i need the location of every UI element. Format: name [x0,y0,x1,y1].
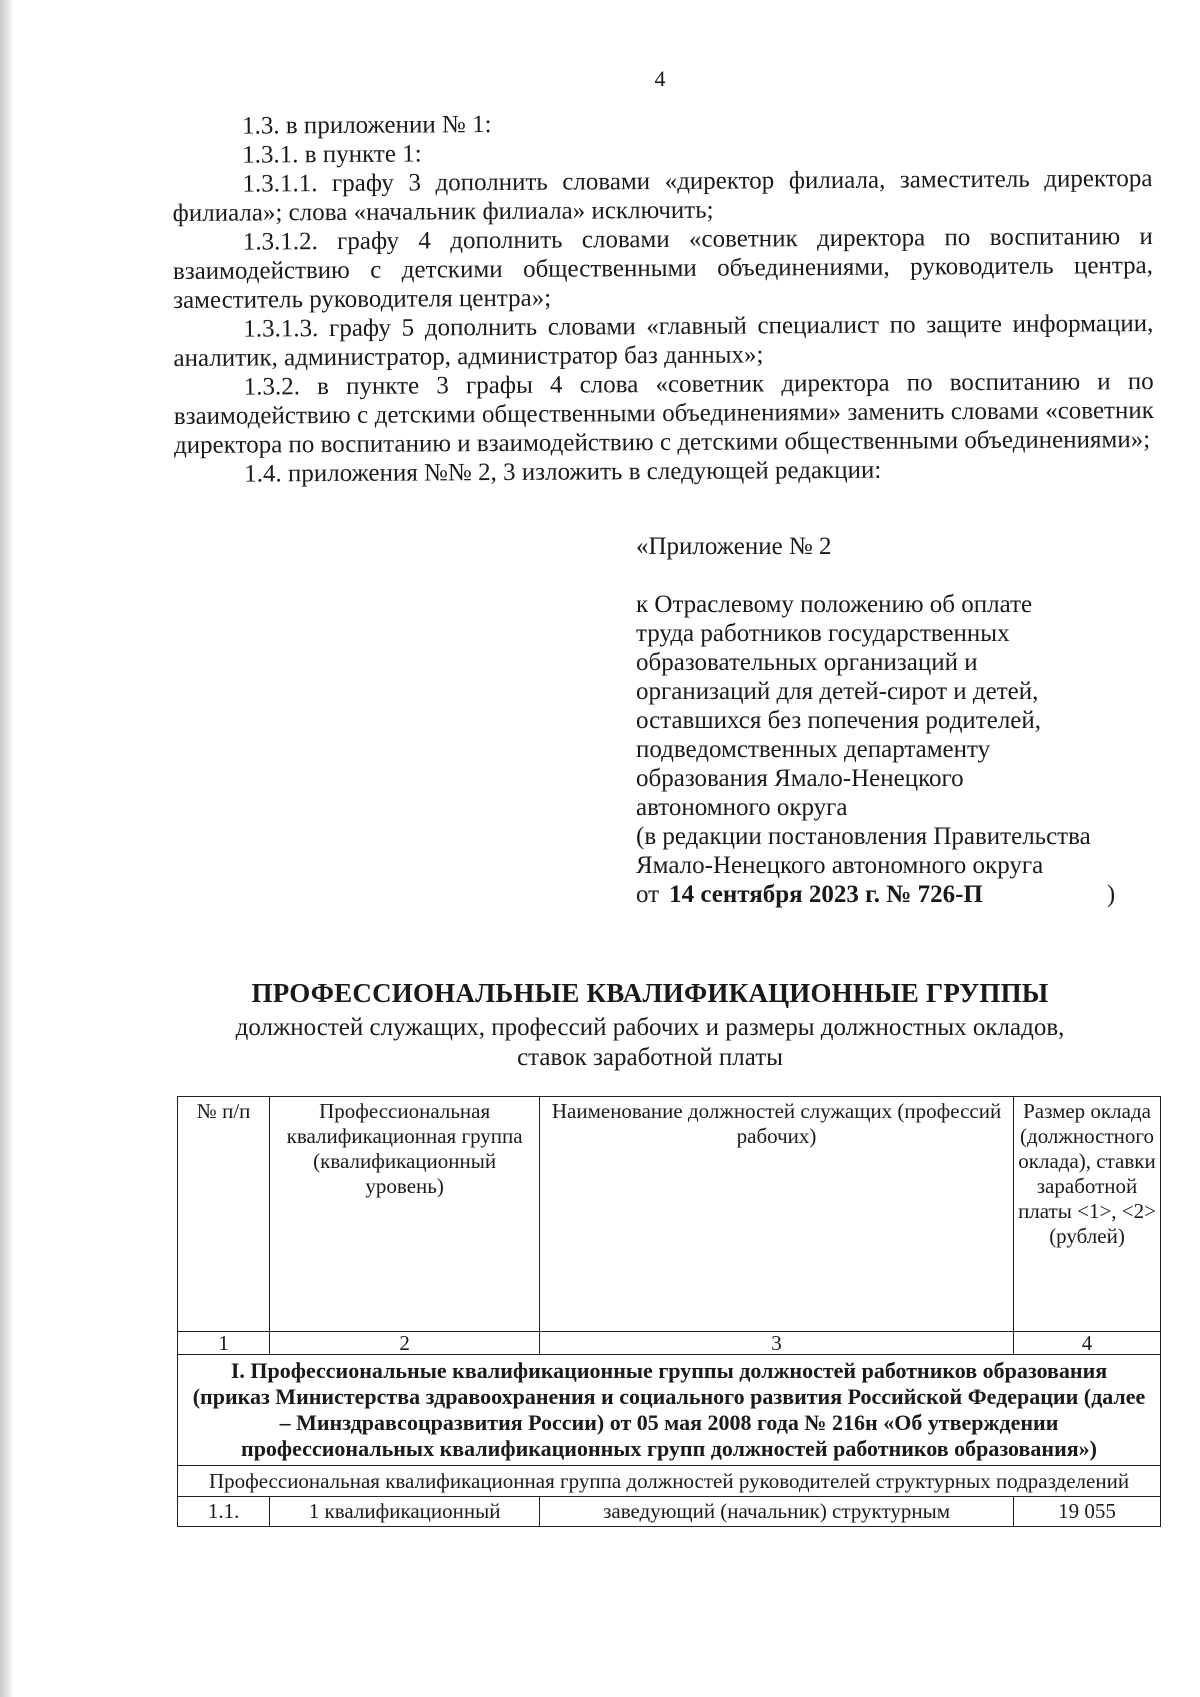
appendix-line: образования Ямало-Ненецкого [636,765,964,792]
appendix-header [636,532,1176,909]
appendix-line: Ямало-Ненецкого автономного округа [636,852,1044,879]
row-level: 1 квалификационный [270,1497,540,1527]
subgroup-title: Профессиональная квалификационная группа должностей руководителей структурных подразделений [178,1466,1161,1497]
header-salary: Размер оклада (должностного оклада), ставки заработной платы <1>, <2> (рублей) [1014,1097,1161,1332]
column-number: 4 [1014,1332,1161,1355]
date-prefix: от [636,881,660,908]
page-number: 4 [654,66,666,91]
column-numbers-row [178,1332,1161,1355]
paragraph-1-3-1: 1.3.1. в пункте 1: [242,140,422,169]
amendment-text [172,106,1154,489]
closing-parenthesis: ) [1106,881,1116,908]
header-group: Профессиональная квалификационная группа (квалификационный уровень) [270,1097,540,1332]
resolution-date-line [636,880,1176,909]
section-row [178,1355,1161,1466]
appendix-line: (в редакции постановления Правительства [636,823,1091,850]
row-salary: 19 055 [1014,1497,1161,1527]
appendix-line: автономного округа [636,794,848,821]
qualification-groups-table [177,1096,1161,1527]
scan-edge-shadow [0,0,14,1697]
subtitle-line: должностей служащих, профессий рабочих и размеры должностных окладов, [235,1014,1065,1041]
paragraph-1-3-1-1: 1.3.1.1. графу 3 дополнить словами «директор филиала, заместитель директора филиала»; слова «начальник филиала» исключить; [172,165,1153,227]
paragraph-1-3-2: 1.3.2. в пункте 3 графы 4 слова «советник директора по воспитанию и по взаимодействию с детскими общественными объединениями» заменить словами «советник директора по воспитанию и взаимодействию с детскими общественными объединениями»; [173,368,1154,459]
column-number: 1 [178,1332,270,1355]
paragraph-1-3: 1.3. в приложении № 1: [242,111,492,140]
appendix-title: «Приложение № 2 [636,533,832,560]
subtitle-line: ставок заработной платы [517,1044,783,1071]
appendix-line: подведомственных департаменту [636,736,991,763]
header-position: Наименование должностей служащих (профессий рабочих) [540,1097,1014,1332]
appendix-line: организаций для детей-сирот и детей, [636,678,1039,705]
section-title: I. Профессиональные квалификационные группы должностей работников образования (приказ Министерства здравоохранения и социального развития Российской Федерации (далее – Минздравсоцразвития России) от 05 мая 2008 года № 216н «Об утверждении профессиональных квалификационных групп должностей работников образования») [178,1355,1161,1466]
paragraph-1-3-1-2: 1.3.1.2. графу 4 дополнить словами «советник директора по воспитанию и взаимодействию с детскими общественными объединениями, руководитель центра, заместитель руководителя центра»; [172,223,1154,314]
column-number: 3 [540,1332,1014,1355]
paragraph-1-3-1-3: 1.3.1.3. графу 5 дополнить словами «главный специалист по защите информации, аналитик, администратор, администратор баз данных»; [173,310,1154,372]
document-title: ПРОФЕССИОНАЛЬНЫЕ КВАЛИФИКАЦИОННЫЕ ГРУППЫ [251,978,1049,1008]
document-subtitle [150,1013,1150,1073]
resolution-date: 14 сентября 2023 г. № 726-П [669,881,983,908]
appendix-line: образовательных организаций и [636,649,978,676]
row-number: 1.1. [178,1497,270,1527]
paragraph-1-4: 1.4. приложения №№ 2, 3 изложить в следующей редакции: [244,456,882,488]
row-position: заведующий (начальник) структурным [540,1497,1014,1527]
appendix-line: к Отраслевому положению об оплате [636,591,1033,618]
appendix-line: труда работников государственных [636,620,1010,647]
header-number: № п/п [178,1097,270,1332]
appendix-line: оставшихся без попечения родителей, [636,707,1042,734]
column-number: 2 [270,1332,540,1355]
table-header-row [178,1097,1161,1332]
subgroup-row [178,1466,1161,1497]
table-row [178,1497,1161,1527]
